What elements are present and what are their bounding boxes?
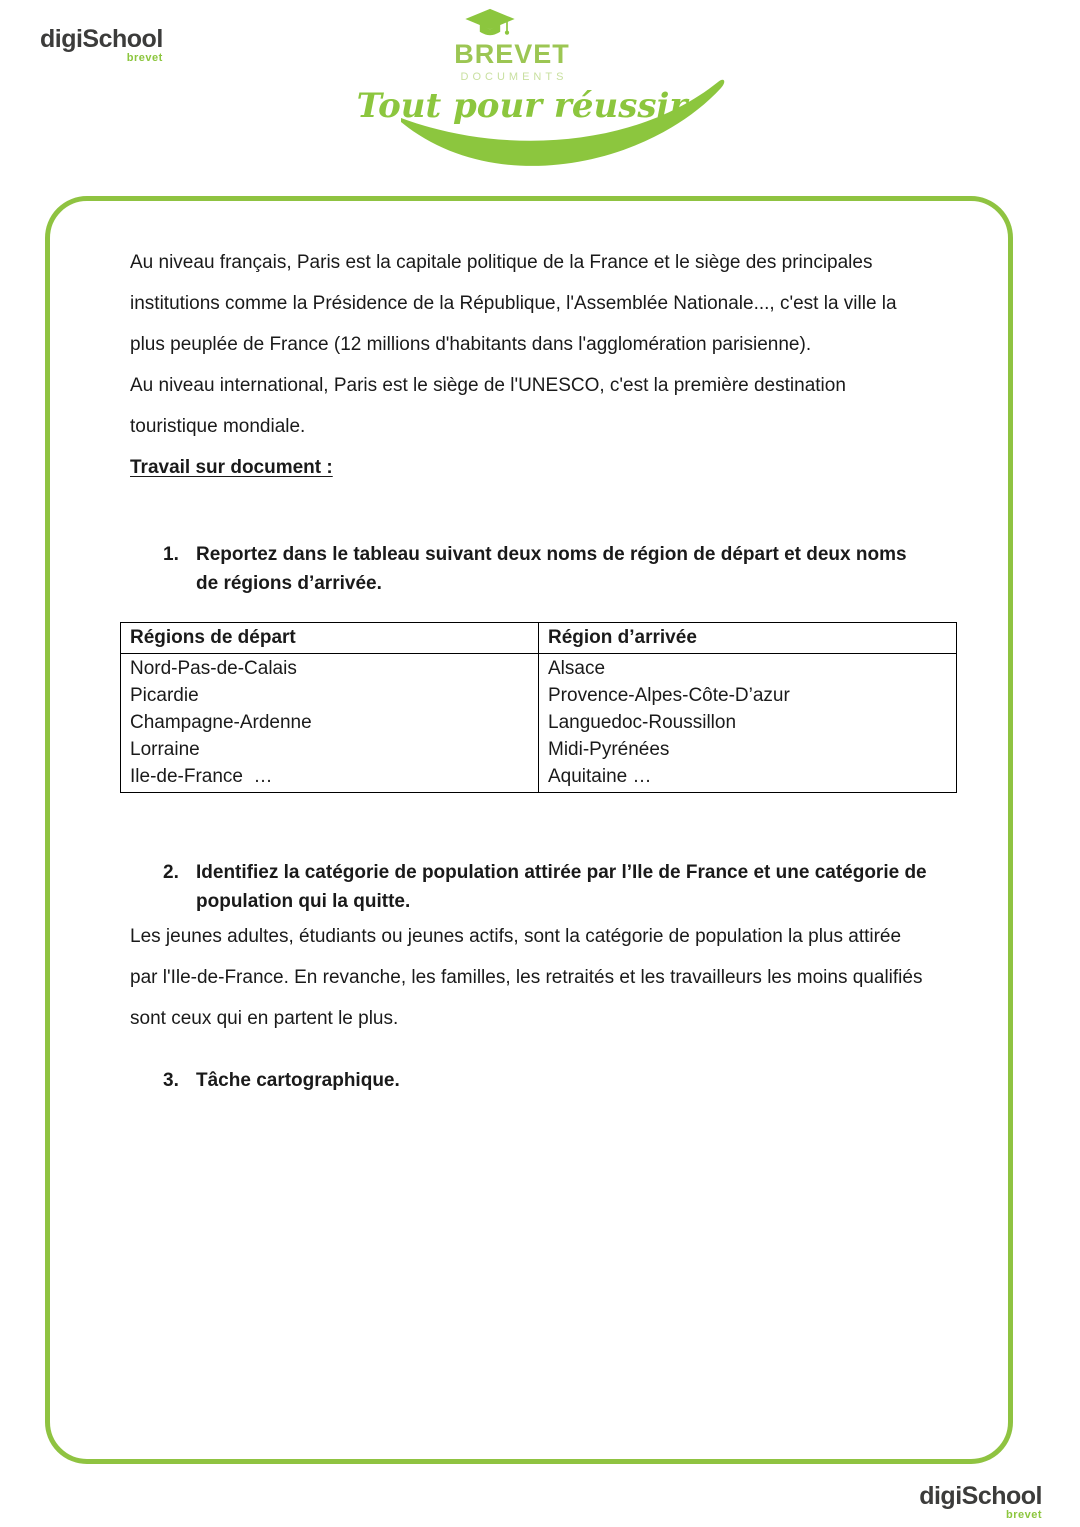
digischool-brevet-label: brevet — [126, 52, 163, 65]
question-1-number: 1. — [163, 544, 179, 565]
question-2 — [163, 858, 930, 916]
question-2-answer: Les jeunes adultes, étudiants ou jeunes actifs, sont la catégorie de population la plus attirée par l'Ile-de-France. En revanche, les familles, les retraités et les travailleurs les moins qualifiés sont ceux qui en partent le plus. — [130, 926, 923, 1029]
region-line: Provence-Alpes-Côte-D’azur — [548, 685, 790, 706]
section-heading — [130, 447, 930, 488]
region-line: Picardie — [130, 685, 199, 706]
brevet-logo-title: BREVET — [454, 39, 570, 69]
region-line: Lorraine — [130, 739, 200, 760]
brevet-logo-subtitle: DOCUMENTS — [460, 71, 568, 83]
region-line: Ile-de-France … — [130, 766, 273, 787]
digischool-logo-bottom — [919, 1483, 1042, 1522]
arrival-regions-cell — [539, 654, 957, 793]
question-1-text: Reportez dans le tableau suivant deux noms de région de départ et deux noms de régions d’arrivée. — [196, 544, 907, 594]
digischool-wordmark: digiSchool — [919, 1482, 1042, 1510]
table-header-row — [121, 623, 957, 654]
brevet-documents-logo — [0, 8, 1080, 126]
intro-paragraph-2: Au niveau international, Paris est le siège de l'UNESCO, c'est la première destination touristique mondiale. — [130, 375, 846, 437]
graduation-cap-icon — [464, 8, 516, 42]
content-frame — [45, 196, 1013, 1464]
table-header-depart: Régions de départ — [121, 623, 539, 654]
question-1 — [163, 540, 930, 598]
table-body-row — [121, 654, 957, 793]
question-3-text: Tâche cartographique. — [196, 1070, 400, 1091]
region-line: Midi-Pyrénées — [548, 739, 670, 760]
intro-paragraph-1: Au niveau français, Paris est la capitale politique de la France et le siège des principales institutions comme la Présidence de la République, l'Assemblée Nationale..., c'est la ville la plus peuplée de France (12 millions d'habitants dans l'agglomération parisienne). — [130, 252, 897, 355]
region-line: Aquitaine … — [548, 766, 652, 787]
digischool-brevet-label: brevet — [1005, 1509, 1042, 1522]
question-3-number: 3. — [163, 1070, 179, 1091]
region-line: Nord-Pas-de-Calais — [130, 658, 297, 679]
digischool-wordmark: digiSchool — [40, 25, 163, 53]
question-3 — [163, 1066, 930, 1095]
question-2-number: 2. — [163, 862, 179, 883]
logo-tagline: Tout pour réussir — [356, 86, 688, 126]
region-line: Champagne-Ardenne — [130, 712, 312, 733]
document-content — [50, 201, 1008, 1095]
departure-regions-cell — [121, 654, 539, 793]
table-header-arrivee: Région d’arrivée — [539, 623, 957, 654]
region-line: Languedoc-Roussillon — [548, 712, 737, 733]
region-line: Alsace — [548, 658, 606, 679]
regions-table — [120, 622, 957, 793]
section-heading-text: Travail sur document : — [130, 457, 333, 478]
question-2-text: Identifiez la catégorie de population attirée par l’Ile de France et une catégorie de population qui la quitte. — [196, 862, 927, 912]
